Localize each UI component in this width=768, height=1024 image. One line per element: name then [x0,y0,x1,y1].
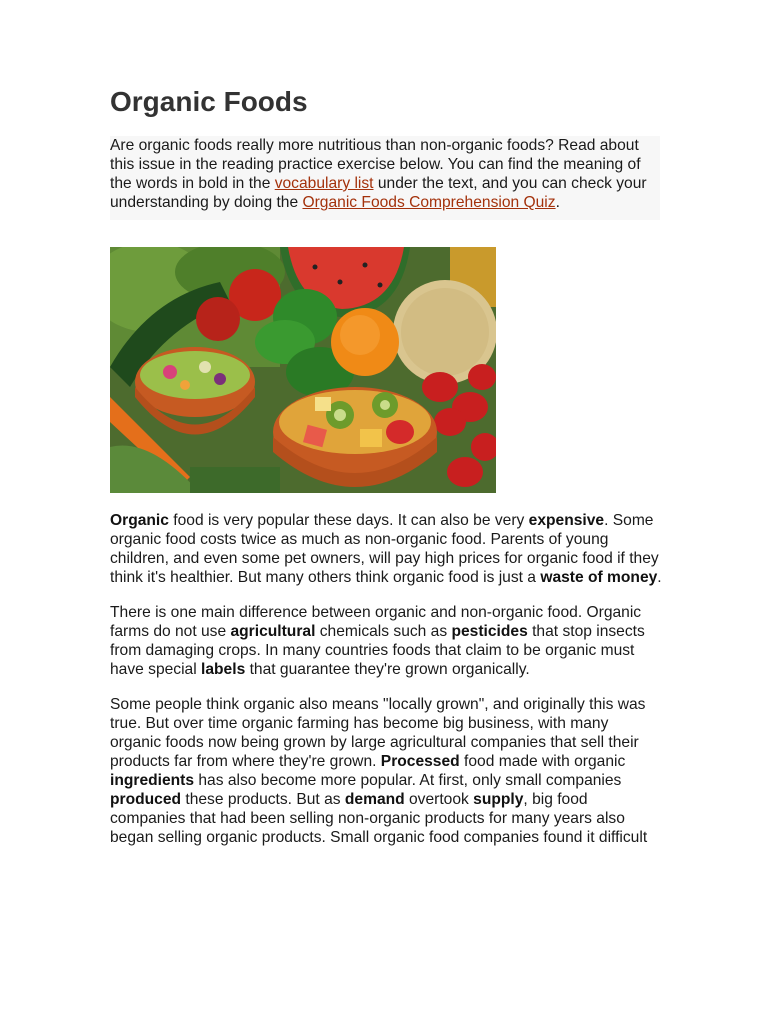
paragraph-text: these products. But as [181,791,345,808]
fruit-vegetable-photo [110,247,496,493]
bold-term: agricultural [230,623,316,640]
vocabulary-list-link[interactable]: vocabulary list [274,175,374,192]
page-title: Organic Foods [110,86,308,117]
bold-term: supply [473,791,524,808]
paragraph-text: that stop insects from damaging crops. In many countries foods that claim to be organic must have special [110,623,645,678]
paragraph-text: has also become more popular. At first, only small companies [194,772,622,789]
paragraph-text: food made with organic [459,753,626,770]
bold-term: labels [201,661,246,678]
intro-text-3: . [555,194,560,211]
article-body [110,511,662,863]
paragraph-text: Some people think organic also means "locally grown", and originally this was true. But over time organic farming has become big business, with many organic foods now being grown by large agricultural companies that sell their products far from where they're grown. [110,696,646,770]
bold-term: produced [110,791,182,808]
bold-term: Processed [380,753,460,770]
paragraph-text: There is one main difference between organic and non-organic food. Organic farms do not use [110,604,642,640]
paragraph-text: overtook [404,791,474,808]
bold-term: pesticides [451,623,528,640]
paragraph-text: , big food companies that had been selling non-organic products for many years also began selling organic products. Small organic food companies found it difficult [110,791,648,846]
paragraph-text: food is very popular these days. It can also be very [168,512,529,529]
comprehension-quiz-link[interactable]: Organic Foods Comprehension Quiz [302,194,556,211]
paragraph-2 [110,603,662,679]
intro-paragraph [110,136,660,220]
bold-term: expensive [528,512,605,529]
paragraph-text: that guarantee they're grown organically. [245,661,530,678]
paragraph-text: chemicals such as [315,623,452,640]
paragraph-3 [110,695,662,847]
paragraph-text: . Some organic food costs twice as much as non-organic food. Parents of young children, and even some pet owners, will pay high prices for organic food if they think it's healthier. But many others think organic food is just a [110,512,659,586]
bold-term: ingredients [110,772,195,789]
bold-term: Organic [110,512,169,529]
bold-term: waste of money [540,569,658,586]
bold-term: demand [344,791,405,808]
paragraph-text: . [657,569,662,586]
paragraph-1 [110,511,662,587]
intro-text-1: Are organic foods really more nutritious than non-organic foods? Read about this issue in the reading practice exercise below. You can find the meaning of the words in bold in the [110,137,641,192]
intro-text-2: under the text, and you can check your understanding by doing the [110,175,647,211]
